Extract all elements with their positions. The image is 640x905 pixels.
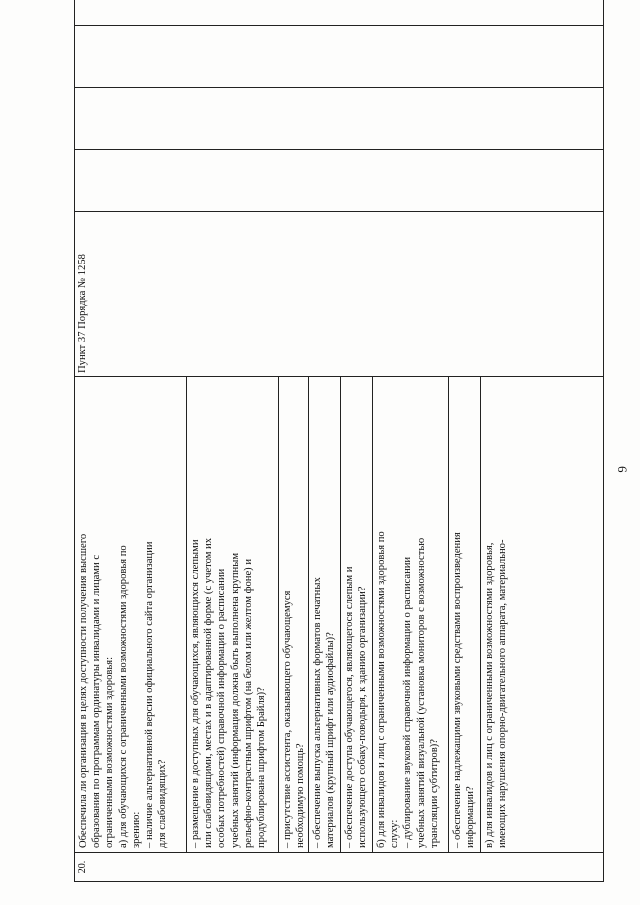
question-line: для слабовидящих? bbox=[157, 759, 169, 848]
question-line: рельефно-контрастным шрифтом (на белом или желтом фоне) и bbox=[242, 558, 254, 848]
answer-cell-yes bbox=[75, 150, 604, 212]
question-line: имеющих нарушения опорно-двигательного аппарата, материально- bbox=[497, 539, 509, 848]
question-line: б) для инвалидов и лиц с ограниченными возможностями здоровья по bbox=[376, 531, 387, 848]
question-item bbox=[279, 377, 309, 852]
question-item bbox=[373, 377, 449, 852]
question-item bbox=[309, 377, 341, 852]
question-item bbox=[481, 377, 521, 852]
page-number: 6 bbox=[615, 466, 630, 473]
question-line: материалов (крупный шрифт или аудиофайлы)? bbox=[325, 632, 337, 848]
question-item bbox=[75, 377, 187, 852]
question-line: или слабовидящими, местах и в адаптированной форме (с учетом их bbox=[203, 537, 215, 848]
question-line: слуху: bbox=[389, 819, 401, 848]
question-line: в) для инвалидов и лиц с ограниченными возможностями здоровья, bbox=[484, 542, 495, 848]
question-line: а) для обучающихся с ограниченными возможностями здоровья по bbox=[117, 545, 129, 848]
answer-cell-note bbox=[75, 0, 604, 26]
question-line: – дублирование звуковой справочной информации о расписании bbox=[402, 556, 414, 848]
question-line: ограниченными возможностями здоровья: bbox=[104, 656, 116, 848]
question-item bbox=[341, 377, 373, 852]
question-line: – обеспечение надлежащими звуковыми средствами воспроизведения bbox=[452, 532, 463, 848]
question-list bbox=[75, 377, 521, 852]
question-line: Обеспечила ли организация в целях доступности получения высшего bbox=[78, 533, 89, 848]
checklist-table bbox=[74, 0, 604, 882]
question-item bbox=[449, 377, 481, 852]
question-line: – присутствие ассистента, оказывающего обучающемуся bbox=[282, 590, 293, 848]
question-line: учебных занятий визуальной (установка мониторов с возможностью bbox=[415, 537, 427, 848]
rotated-table-frame bbox=[74, 62, 604, 882]
question-line: использующего собаку-поводыря, к зданию организации? bbox=[357, 586, 369, 848]
table-row bbox=[75, 0, 604, 882]
question-line: – наличие альтернативной версии официального сайта организации bbox=[144, 541, 156, 848]
question-line: учебных занятий (информация должна быть выполнена крупным bbox=[229, 552, 241, 848]
question-line: образования по программам ординатуры инвалидами и лицами с bbox=[91, 554, 103, 848]
question-line: зрению: bbox=[130, 811, 142, 848]
question-line: необходимую помощь? bbox=[295, 743, 307, 848]
question-line: информации? bbox=[465, 786, 477, 848]
answer-cell-na bbox=[75, 26, 604, 88]
row-number: 20. bbox=[75, 853, 604, 882]
question-cell bbox=[75, 377, 604, 853]
legal-reference: Пункт 37 Порядка № 1258 bbox=[75, 212, 604, 377]
question-line: – обеспечение выпуска альтернативных форматов печатных bbox=[312, 577, 323, 848]
question-line: продублирована шрифтом Брайля)? bbox=[256, 687, 268, 848]
question-line: трансляции субтитров)? bbox=[428, 739, 440, 848]
answer-cell-no bbox=[75, 88, 604, 150]
question-item bbox=[187, 377, 279, 852]
question-line: особых потребностей) справочной информации о расписании bbox=[216, 568, 228, 848]
question-line: – обеспечение доступа обучающегося, являющегося слепым и bbox=[344, 566, 355, 848]
question-line: – размещение в доступных для обучающихся, являющихся слепыми bbox=[190, 539, 201, 848]
